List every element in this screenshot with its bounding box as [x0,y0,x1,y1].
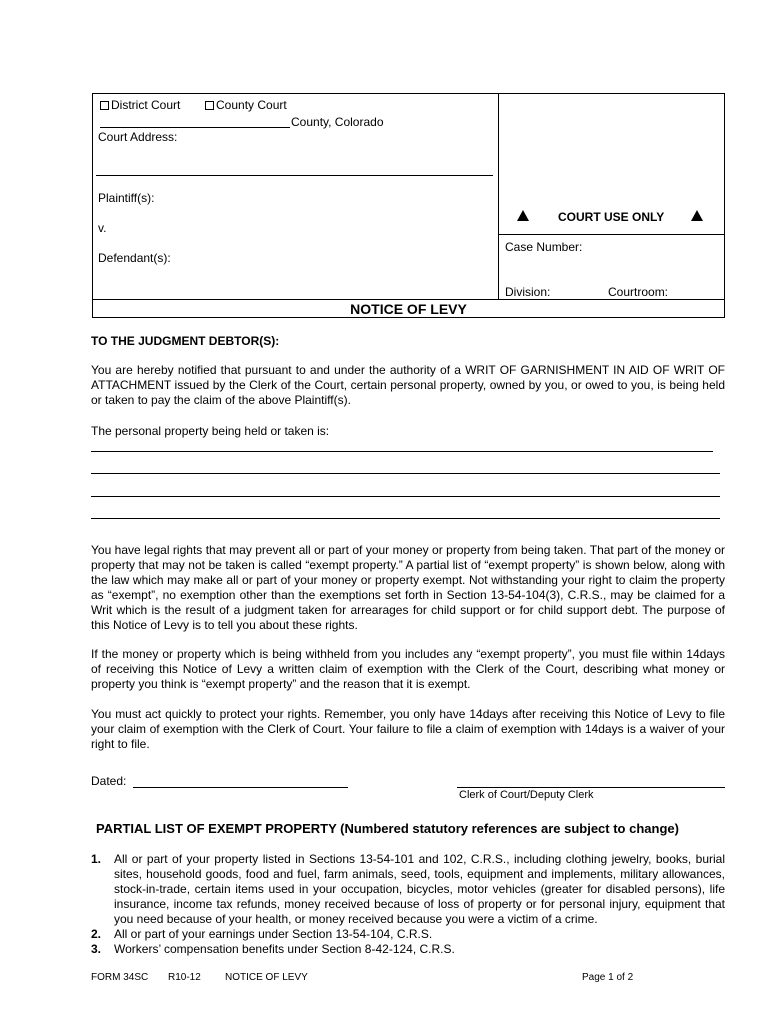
clerk-signature-line[interactable] [457,787,725,788]
court-address-line[interactable] [96,175,493,176]
dated-label: Dated: [91,774,127,788]
list-item-number: 1. [91,852,102,866]
district-court-label: District Court [111,98,181,112]
document-title: NOTICE OF LEVY [350,301,467,317]
paragraph-exempt-claim: If the money or property which is being withheld from you includes any “exempt property”, you must file within 14days of receiving this Notice of Levy a written claim of exemption with the Clerk of the Court, describing what money or property you think is “exempt property” and the reason that it is exempt. [91,647,725,691]
exempt-list [91,852,725,957]
list-item-text: All or part of your property listed in Sections 13-54-101 and 102, C.R.S., including clothing jewelry, books, burial sites, household goods, food and fuel, farm animals, seed, tools, equipment and implements, military allowances, stock-in-trade, certain items used in your occupation, bicycles, motor vehicles (greater for disabled persons), life insurance, income tax refunds, money received because of loss of property or for personal injury, equipment that you need because of your health, or money received because you were a victim of a crime. [114,852,725,926]
court-use-divider [499,234,725,235]
list-item-number: 3. [91,942,102,956]
caption-box [92,93,725,300]
footer-form-name: NOTICE OF LEVY [225,972,308,983]
versus-label: v. [98,221,107,235]
paragraph-notice: You are hereby notified that pursuant to and under the authority of a WRIT OF GARNISHMENT IN AID OF WRIT OF ATTACHMENT issued by the Clerk of the Court, certain personal property, owned by you, or owed to you, is being held or taken to pay the claim of the above Plaintiff(s). [91,363,725,407]
defendants-label: Defendant(s): [98,251,171,265]
plaintiffs-label: Plaintiff(s): [98,191,155,205]
list-item [91,852,725,927]
salutation: TO THE JUDGMENT DEBTOR(S): [91,334,280,348]
list-item-text: Workers’ compensation benefits under Section 8-42-124, C.R.S. [114,942,455,956]
case-number-label: Case Number: [505,240,583,254]
division-label: Division: [505,285,551,299]
property-line-2[interactable] [91,473,720,474]
triangle-right-icon [691,210,703,224]
county-court-option[interactable] [205,98,287,112]
dated-line[interactable] [133,787,348,788]
footer-revision: R10-12 [168,972,201,983]
courtroom-label: Courtroom: [608,285,669,299]
footer-page-number: Page 1 of 2 [582,972,634,983]
county-court-label: County Court [216,98,287,112]
court-address-label: Court Address: [98,130,178,144]
list-item [91,927,725,942]
list-item [91,942,725,957]
county-suffix: County, Colorado [291,115,384,129]
footer-form-id: FORM 34SC [91,972,149,983]
paragraph-legal-rights: You have legal rights that may prevent all or part of your money or property from being taken. That part of the money or property that may not be taken is called “exempt property.” A partial list of “exempt property” is shown below, along with the law which may make all or part of your money or property exempt. Not withstanding your right to claim the property as “exempt”, no exemption other than the exemptions set forth in Section 13-54-104(3), C.R.S., may be claimed for a Writ which is the result of a judgment taken for arrearages for child support or for child support debt. The purpose of this Notice of Levy is to tell you about these rights. [91,543,725,632]
caption-divider [498,93,499,300]
property-line-1[interactable] [91,451,713,452]
property-line-3[interactable] [91,496,720,497]
triangle-left-icon [517,210,529,224]
district-court-option[interactable] [100,98,180,112]
paragraph-act-quickly: You must act quickly to protect your rights. Remember, you only have 14days after receiving this Notice of Levy to file your claim of exemption with the Clerk of Court. Your failure to file a claim of exemption with 14days is a waiver of your right to file. [91,707,725,751]
paragraph-property-intro: The personal property being held or taken is: [91,424,330,438]
district-court-checkbox[interactable] [100,101,109,110]
court-use-only-label: COURT USE ONLY [558,210,665,224]
clerk-label: Clerk of Court/Deputy Clerk [459,789,594,801]
list-item-number: 2. [91,927,102,941]
county-name-line[interactable] [100,127,290,128]
list-item-text: All or part of your earnings under Section 13-54-104, C.R.S. [114,927,433,941]
property-line-4[interactable] [91,518,720,519]
exempt-heading: PARTIAL LIST OF EXEMPT PROPERTY (Numbered statutory references are subject to change) [96,821,679,836]
county-court-checkbox[interactable] [205,101,214,110]
